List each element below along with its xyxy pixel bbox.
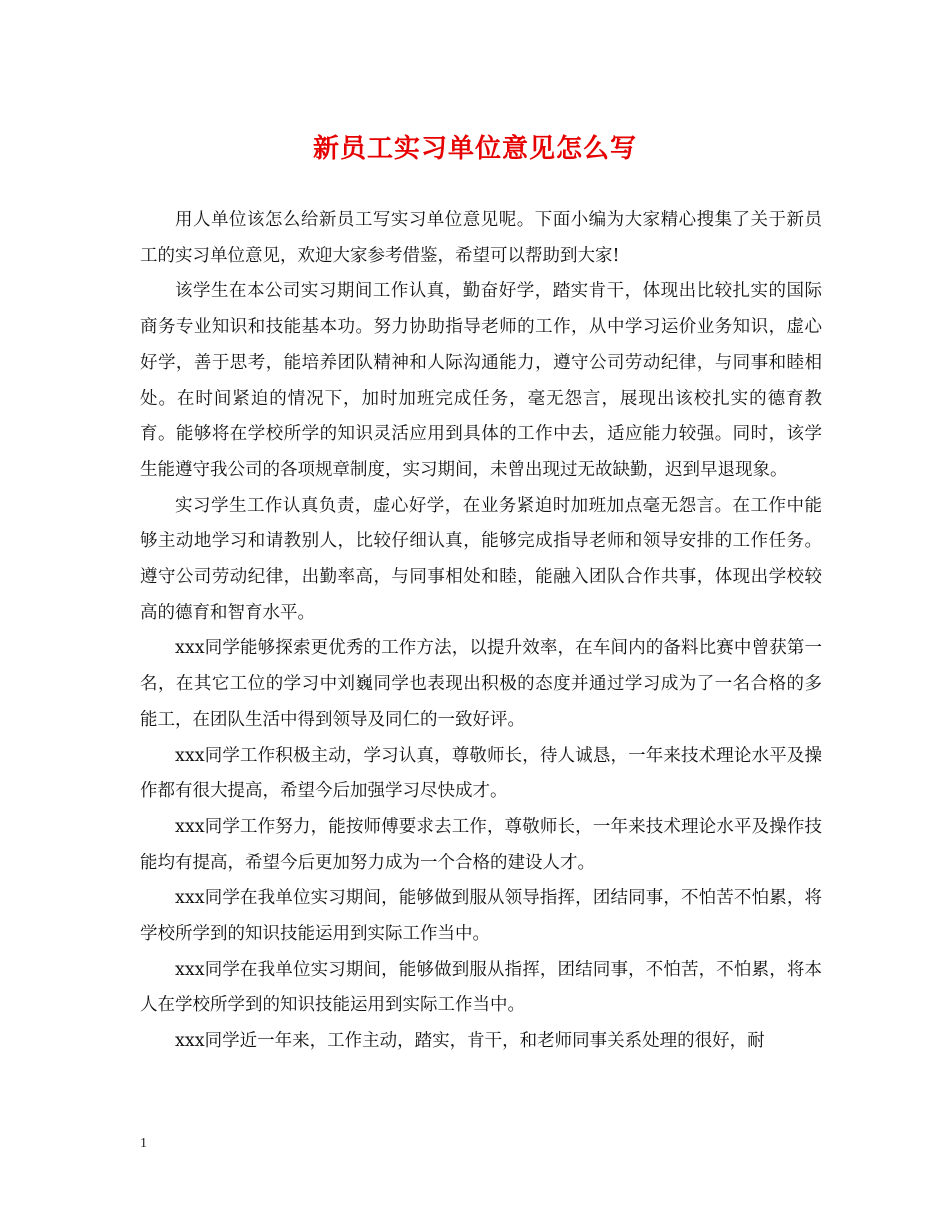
page-title: 新员工实习单位意见怎么写 [312, 134, 637, 164]
paragraph-opinion-3: xxx同学能够探索更优秀的工作方法，以提升效率，在车间内的备料比赛中曾获第一名，在其它工位的学习中刘巍同学也表现出积极的态度并通过学习成为了一名合格的多能工，在团队生活中得到领导及同仁的一致好评。 [140, 638, 822, 730]
paragraph-intro: 用人单位该怎么给新员工写实习单位意见呢。下面小编为大家精心搜集了关于新员工的实习单位意见，欢迎大家参考借鉴，希望可以帮助到大家! [140, 210, 822, 266]
paragraph-opinion-1: 该学生在本公司实习期间工作认真，勤奋好学，踏实肯干，体现出比较扎实的国际商务专业知识和技能基本功。努力协助指导老师的工作，从中学习运价业务知识，虚心好学，善于思考，能培养团队精神和人际沟通能力，遵守公司劳动纪律，与同事和睦相处。在时间紧迫的情况下，加时加班完成任务，毫无怨言，展现出该校扎实的德育教育。能够将在学校所学的知识灵活应用到具体的工作中去，适应能力较强。同时，该学生能遵守我公司的各项规章制度，实习期间，未曾出现过无故缺勤，迟到早退现象。 [140, 281, 822, 480]
paragraph-opinion-4: xxx同学工作积极主动，学习认真，尊敬师长，待人诚恳，一年来技术理论水平及操作都有很大提高，希望今后加强学习尽快成才。 [140, 745, 822, 802]
paragraph-opinion-5: xxx同学工作努力，能按师傅要求去工作，尊敬师长，一年来技术理论水平及操作技能均有提高，希望今后更加努力成为一个合格的建设人才。 [140, 816, 822, 873]
page-number: 1 [140, 1136, 147, 1151]
paragraph-opinion-7: xxx同学在我单位实习期间，能够做到服从指挥，团结同事，不怕苦，不怕累，将本人在学校所学到的知识技能运用到实际工作当中。 [140, 959, 822, 1016]
paragraph-opinion-6: xxx同学在我单位实习期间，能够做到服从领导指挥，团结同事，不怕苦不怕累，将学校所学到的知识技能运用到实际工作当中。 [140, 888, 822, 945]
document-body [140, 203, 822, 1060]
paragraph-opinion-8: xxx同学近一年来，工作主动，踏实，肯干，和老师同事关系处理的很好，耐 [175, 1031, 765, 1052]
paragraph-opinion-2: 实习学生工作认真负责，虚心好学，在业务紧迫时加班加点毫无怨言。在工作中能够主动地学习和请教别人，比较仔细认真，能够完成指导老师和领导安排的工作任务。遵守公司劳动纪律，出勤率高，与同事相处和睦，能融入团队合作共事，体现出学校较高的德育和智育水平。 [140, 495, 822, 623]
